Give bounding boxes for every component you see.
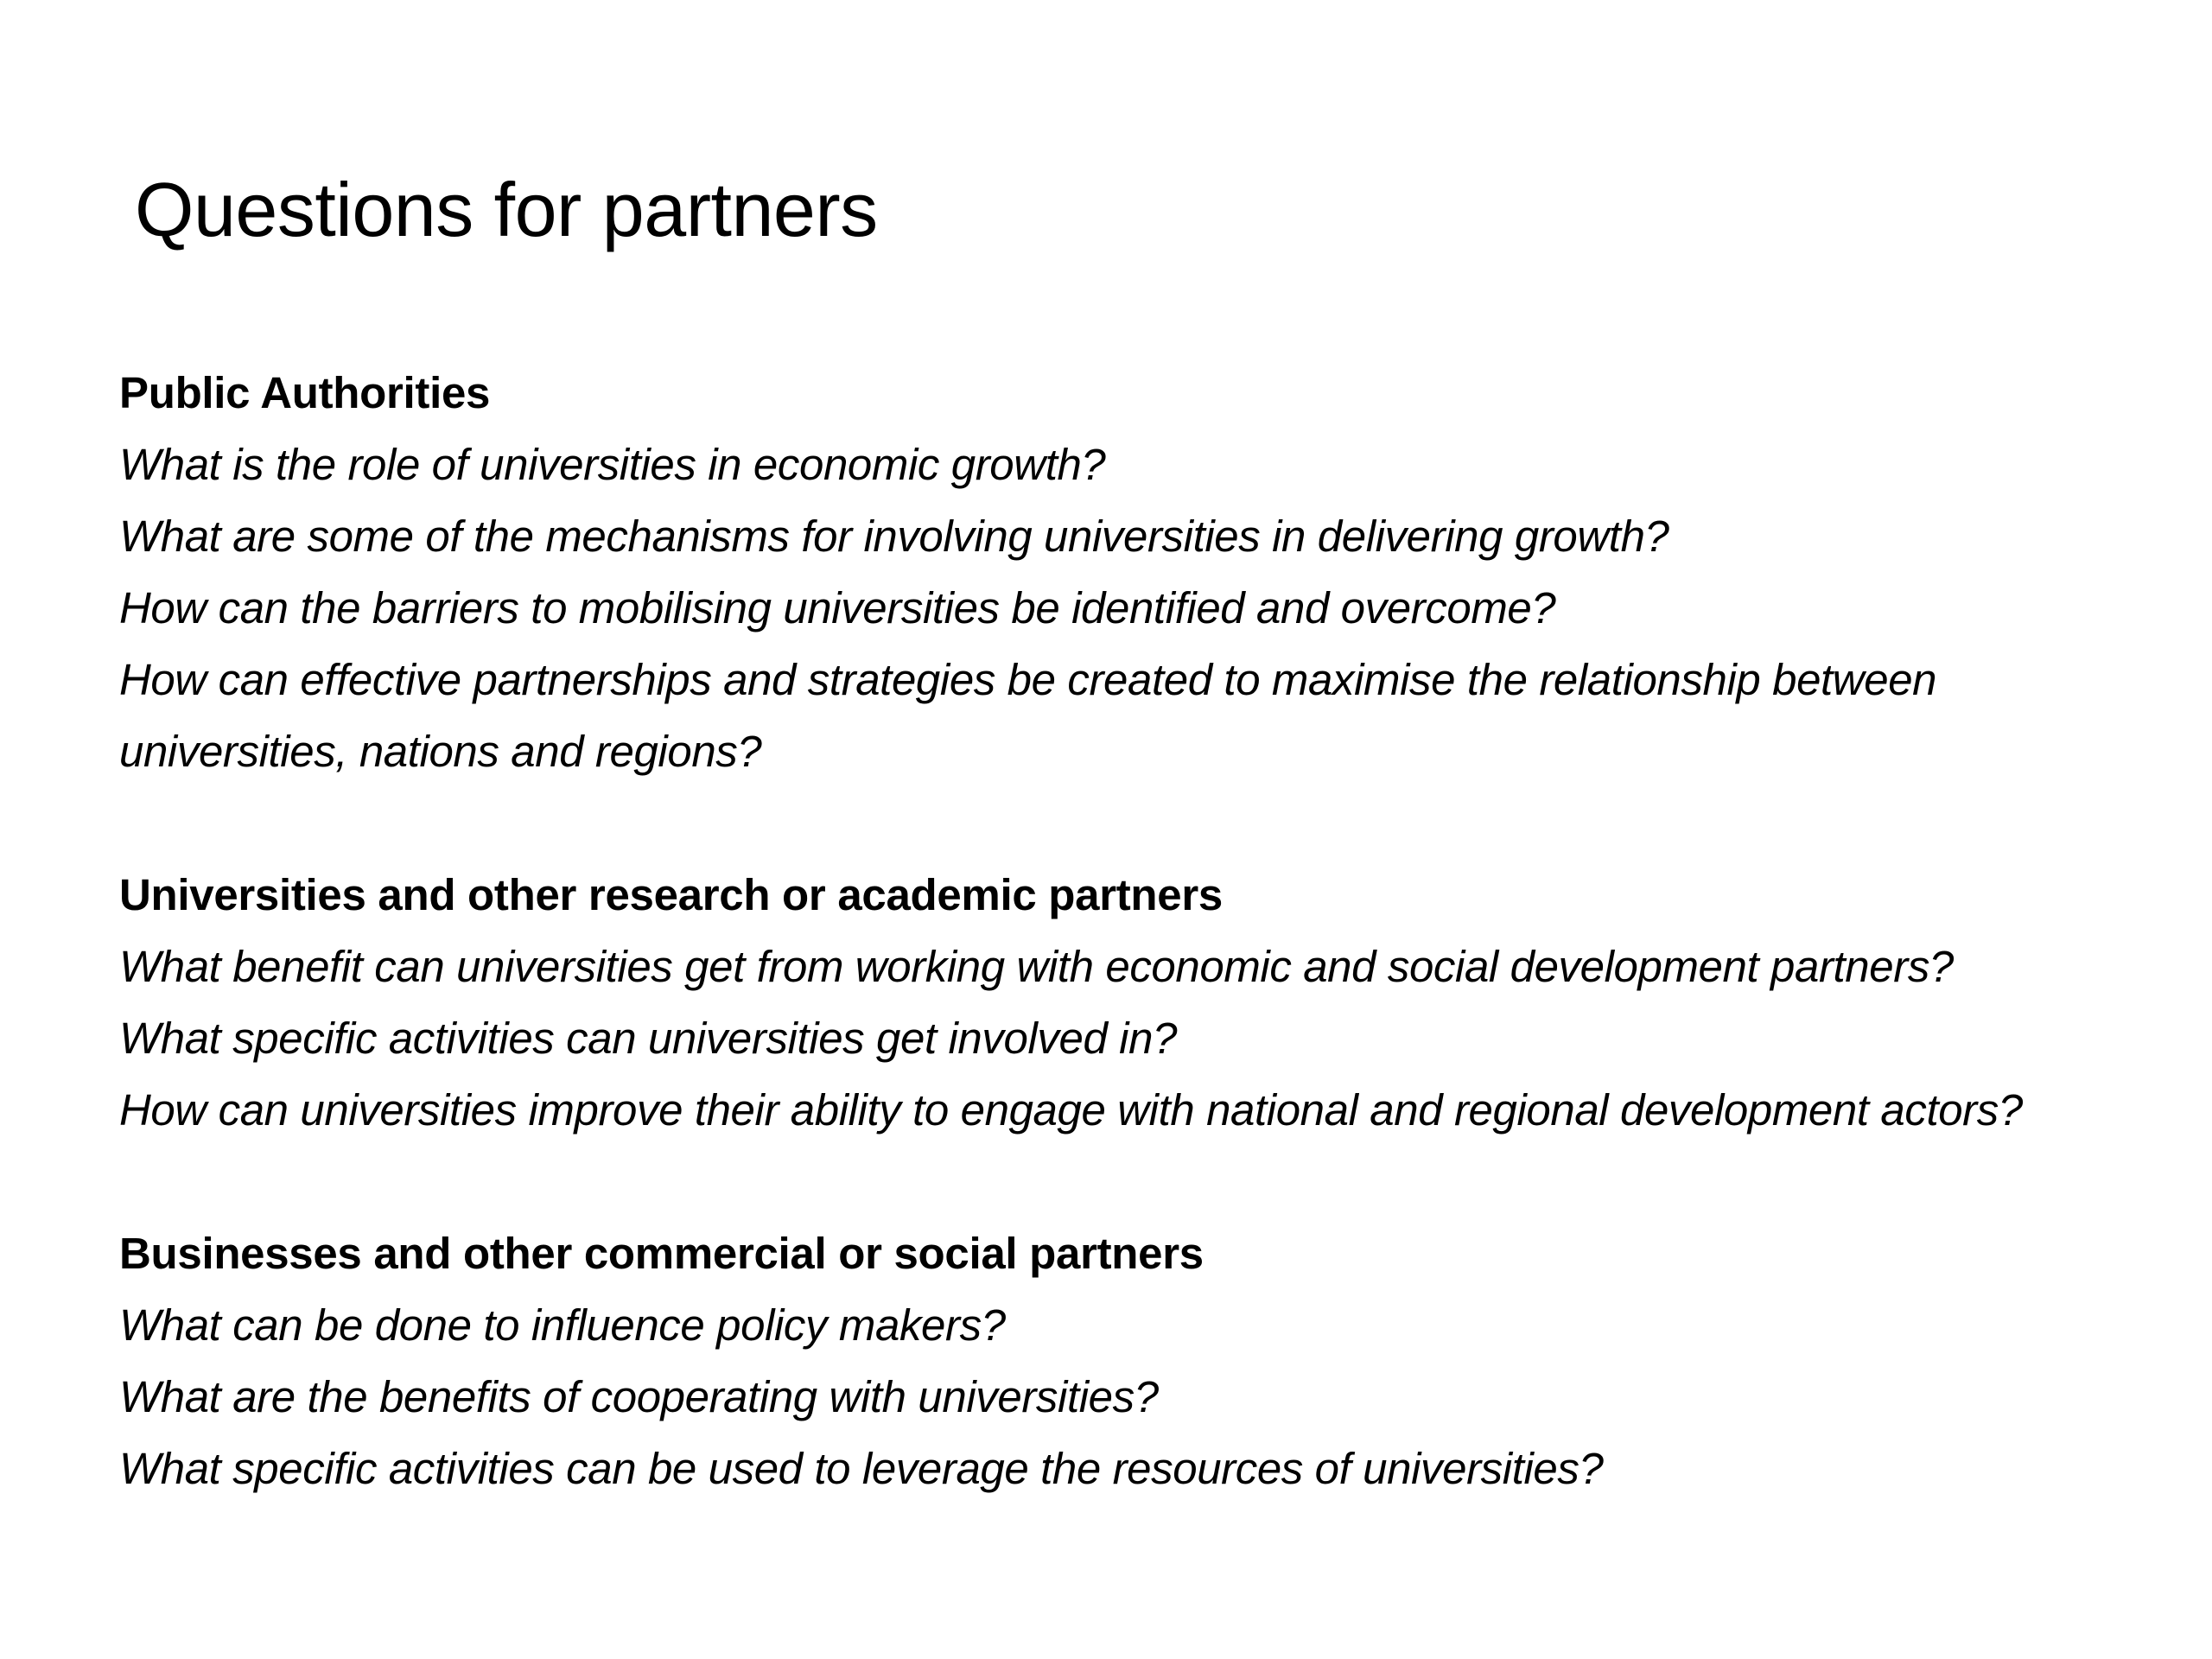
question-item: What specific activities can be used to leverage the resources of universities?: [119, 1444, 1604, 1493]
question-item: What benefit can universities get from working with economic and social development partners?: [119, 942, 1954, 991]
question-list: [119, 1289, 2107, 1504]
question-item: What are some of the mechanisms for involving universities in delivering growth?: [119, 512, 1669, 561]
section-universities: [119, 859, 2107, 1146]
section-heading: Public Authorities: [119, 368, 491, 417]
question-item: How can the barriers to mobilising universities be identified and overcome?: [119, 583, 1556, 632]
section-heading: Businesses and other commercial or social partners: [119, 1229, 1204, 1278]
question-item: What is the role of universities in economic growth?: [119, 440, 1106, 489]
question-item: How can universities improve their ability to engage with national and regional development actors?: [119, 1085, 2023, 1135]
question-item: What can be done to influence policy makers?: [119, 1300, 1006, 1350]
question-list: [119, 429, 2107, 787]
question-item: What are the benefits of cooperating with universities?: [119, 1372, 1159, 1421]
section-businesses: [119, 1217, 2107, 1504]
slide-title: Questions for partners: [135, 167, 878, 252]
slide-body: [119, 357, 2107, 1504]
question-item: How can effective partnerships and strategies be created to maximise the relationship between universities, nations and regions?: [119, 655, 1937, 776]
question-item: What specific activities can universities get involved in?: [119, 1014, 1178, 1063]
section-heading: Universities and other research or academic partners: [119, 870, 1223, 919]
section-public-authorities: [119, 357, 2107, 787]
question-list: [119, 931, 2107, 1146]
